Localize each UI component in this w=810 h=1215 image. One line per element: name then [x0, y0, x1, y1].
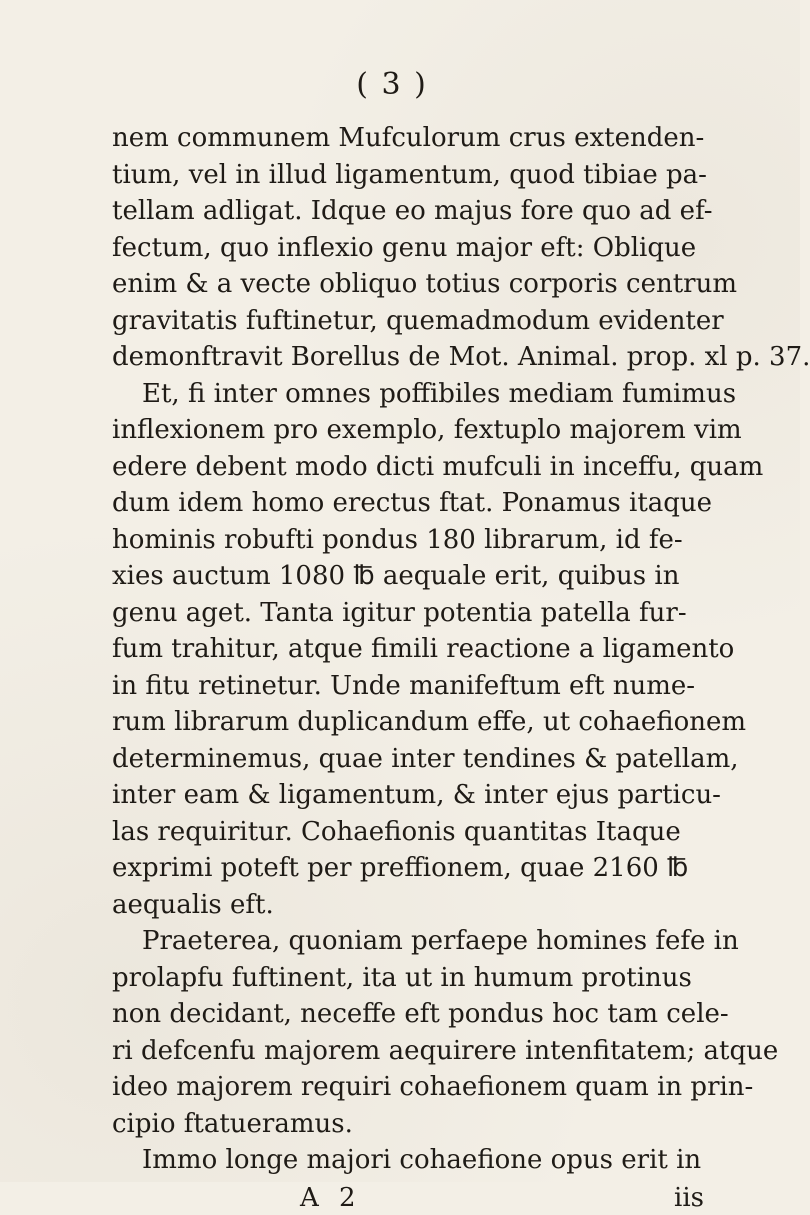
- text-line: determinemus, quae inter tendines & patellam,: [112, 743, 739, 774]
- text-line: genu aget. Tanta igitur potentia patella fur-: [112, 597, 687, 628]
- text-line: exprimi poteft per preffionem, quae 2160 ℔: [112, 853, 689, 883]
- text-line: non decidant, neceffe eft pondus hoc tam cele-: [112, 999, 729, 1029]
- text-line: edere debent modo dicti mufculi in inceffu, quam: [112, 451, 764, 482]
- text-line: nem communem Mufculorum crus extenden-: [112, 123, 705, 153]
- text-line: gravitatis fuftinetur, quemadmodum evidenter: [112, 305, 724, 336]
- text-line: Immo longe majori cohaefione opus erit in: [142, 1145, 702, 1175]
- text-line: fum trahitur, atque fimili reactione a ligamento: [112, 634, 735, 664]
- text-line: ri defcenfu majorem aequirere intenfitatem; atque: [112, 1035, 779, 1066]
- text-line: xies auctum 1080 ℔ aequale erit, quibus in: [112, 561, 680, 591]
- page-number: ( 3 ): [356, 67, 428, 102]
- text-line: inter eam & ligamentum, & inter ejus particu-: [112, 780, 721, 810]
- text-line: tium, vel in illud ligamentum, quod tibiae pa-: [112, 159, 707, 190]
- text-line: las requiritur. Cohaefionis quantitas Itaque: [112, 816, 681, 847]
- text-line: tellam adligat. Idque eo majus fore quo ad ef-: [112, 196, 713, 226]
- text-line: fectum, quo inflexio genu major eft: Oblique: [112, 232, 697, 263]
- text-line: Et, fi inter omnes poffibiles mediam fumimus: [142, 378, 737, 409]
- text-line: cipio ftatueramus.: [112, 1108, 353, 1139]
- body-text: [112, 120, 810, 1179]
- text-line: enim & a vecte obliquo totius corporis centrum: [112, 269, 737, 299]
- text-line: rum librarum duplicandum effe, ut cohaefionem: [112, 707, 747, 737]
- text-line: hominis robufti pondus 180 librarum, id fe-: [112, 524, 683, 555]
- text-line: inflexionem pro exemplo, fextuplo majorem vim: [112, 415, 742, 445]
- text-line: demonftravit Borellus de Mot. Animal. prop. xl p. 37.: [112, 342, 810, 372]
- text-line: in fitu retinetur. Unde manifeftum eft nume-: [112, 670, 696, 701]
- catchword: iis: [674, 1182, 704, 1213]
- text-line: prolapfu fuftinent, ita ut in humum protinus: [112, 962, 692, 993]
- text-line: Praeterea, quoniam perfaepe homines fefe in: [142, 926, 739, 956]
- text-line: ideo majorem requiri cohaefionem quam in prin-: [112, 1072, 754, 1102]
- text-line: aequalis eft.: [112, 889, 274, 920]
- signature-mark: A 2: [300, 1182, 362, 1213]
- page-footer: [112, 1181, 712, 1215]
- text-line: dum idem homo erectus ftat. Ponamus itaque: [112, 488, 713, 518]
